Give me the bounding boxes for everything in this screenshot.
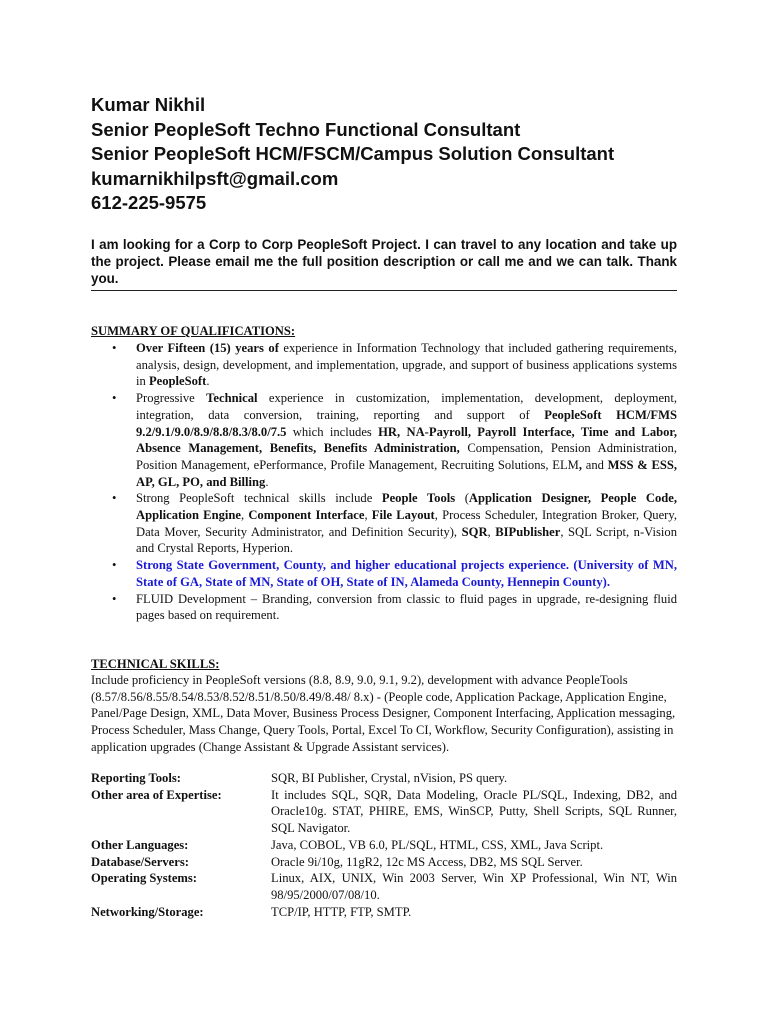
summary-heading: SUMMARY OF QUALIFICATIONS: <box>91 324 296 338</box>
skill-row <box>91 870 677 903</box>
skill-value: SQR, BI Publisher, Crystal, nVision, PS query. <box>271 771 508 785</box>
skill-label: Networking/Storage: <box>91 904 204 919</box>
skill-value: Java, COBOL, VB 6.0, PL/SQL, HTML, CSS, XML, Java Script. <box>271 837 604 852</box>
bullet-icon: • <box>112 391 117 406</box>
skill-value: Linux, AIX, UNIX, Win 2003 Server, Win XP Professional, Win NT, Win 98/95/2000/07/08/10. <box>271 871 677 902</box>
summary-item-experience: • Over Fifteen (15) years of experience in Information Technology that included gathering requirements, analysis, design, development, and implementation, upgrade, and support of business applications systems in PeopleSoft. <box>112 341 677 389</box>
technical-skills-heading: TECHNICAL SKILLS: <box>91 657 220 671</box>
skill-label: Reporting Tools: <box>91 771 181 785</box>
skill-row <box>91 837 677 854</box>
summary-item-government: • Strong State Government, County, and higher educational projects experience. (University of MN, State of GA, State of MN, State of OH, State of IN, Alameda County, Hennepin County). <box>112 558 677 589</box>
bullet-icon: • <box>112 558 117 573</box>
intro-statement: I am looking for a Corp to Corp PeopleSoft Project. I can travel to any location and take up the project. Please email me the full position description or call me and we can talk. Thank you. <box>91 237 677 286</box>
skill-label: Other area of Expertise: <box>91 787 222 802</box>
skill-row <box>91 787 677 837</box>
technical-skills-intro: Include proficiency in PeopleSoft versions (8.8, 8.9, 9.0, 9.1, 9.2), development with advance PeopleTools (8.57/8.56/8.55/8.54/8.53/8.52/8.51/8.50/8.49/8.48/ 8.x) - (People code, Application Package, Application Engine, Panel/Page Design, XML, Data Mover, Business Process Designer, Component Interfacing, Application messaging, Process Scheduler, Mass Change, Query Tools, Portal, Excel To CI, Workflow, Security Configuration), assisting in application upgrades (Change Assistant & Upgrade Assistant services). <box>91 673 676 754</box>
skill-label: Other Languages: <box>91 837 189 852</box>
job-title-secondary: Senior PeopleSoft HCM/FSCM/Campus Solution Consultant <box>91 143 615 165</box>
summary-item-peopletools: • Strong PeopleSoft technical skills include People Tools (Application Designer, People Code, Application Engine, Component Interface, File Layout, Process Scheduler, Integration Broker, Query, Data Mover, Security Administrator, and Definition Security), SQR, BIPublisher, SQL Script, n-Vision and Crystal Reports, Hyperion. <box>112 491 677 556</box>
candidate-name: Kumar Nikhil <box>91 94 206 115</box>
contact-email[interactable]: kumarnikhilpsft@gmail.com <box>91 167 339 189</box>
skill-value: TCP/IP, HTTP, FTP, SMTP. <box>271 904 412 919</box>
section-divider <box>91 290 677 291</box>
job-title-primary: Senior PeopleSoft Techno Functional Consultant <box>91 118 521 140</box>
bullet-icon: • <box>112 491 117 506</box>
bullet-icon: • <box>112 341 117 355</box>
skill-label: Operating Systems: <box>91 871 197 886</box>
skills-table <box>91 770 677 920</box>
bullet-icon: • <box>112 591 117 606</box>
skill-label: Database/Servers: <box>91 854 189 869</box>
skill-row <box>91 770 677 787</box>
skill-row <box>91 854 677 871</box>
skill-value: Oracle 9i/10g, 11gR2, 12c MS Access, DB2, MS SQL Server. <box>271 854 583 869</box>
resume-header <box>91 93 691 216</box>
contact-phone: 612-225-9575 <box>91 192 207 214</box>
summary-list <box>91 340 677 624</box>
summary-item-technical: • Progressive Technical experience in customization, implementation, development, deployment, integration, data conversion, training, reporting and support of PeopleSoft HCM/FMS 9.2/9.1/9.0/8.9/8.8/8.3/8.0/7.5 which includes HR, NA-Payroll, Payroll Interface, Time and Labor, Absence Management, Benefits, Benefits Administration, Compensation, Pension Administration, Position Management, ePerformance, Profile Management, Recruiting Solutions, ELM, and MSS & ESS, AP, GL, PO, and Billing. <box>112 391 678 489</box>
skill-value: It includes SQL, SQR, Data Modeling, Oracle PL/SQL, Indexing, DB2, and Oracle10g. STAT, PHIRE, EMS, WinSCP, Putty, Shell Scripts, SQL Runner, SQL Navigator. <box>271 787 677 836</box>
skill-row <box>91 904 677 921</box>
summary-item-fluid: • FLUID Development – Branding, conversion from classic to fluid pages in upgrade, re-designing fluid pages based on requirement. <box>112 591 677 623</box>
